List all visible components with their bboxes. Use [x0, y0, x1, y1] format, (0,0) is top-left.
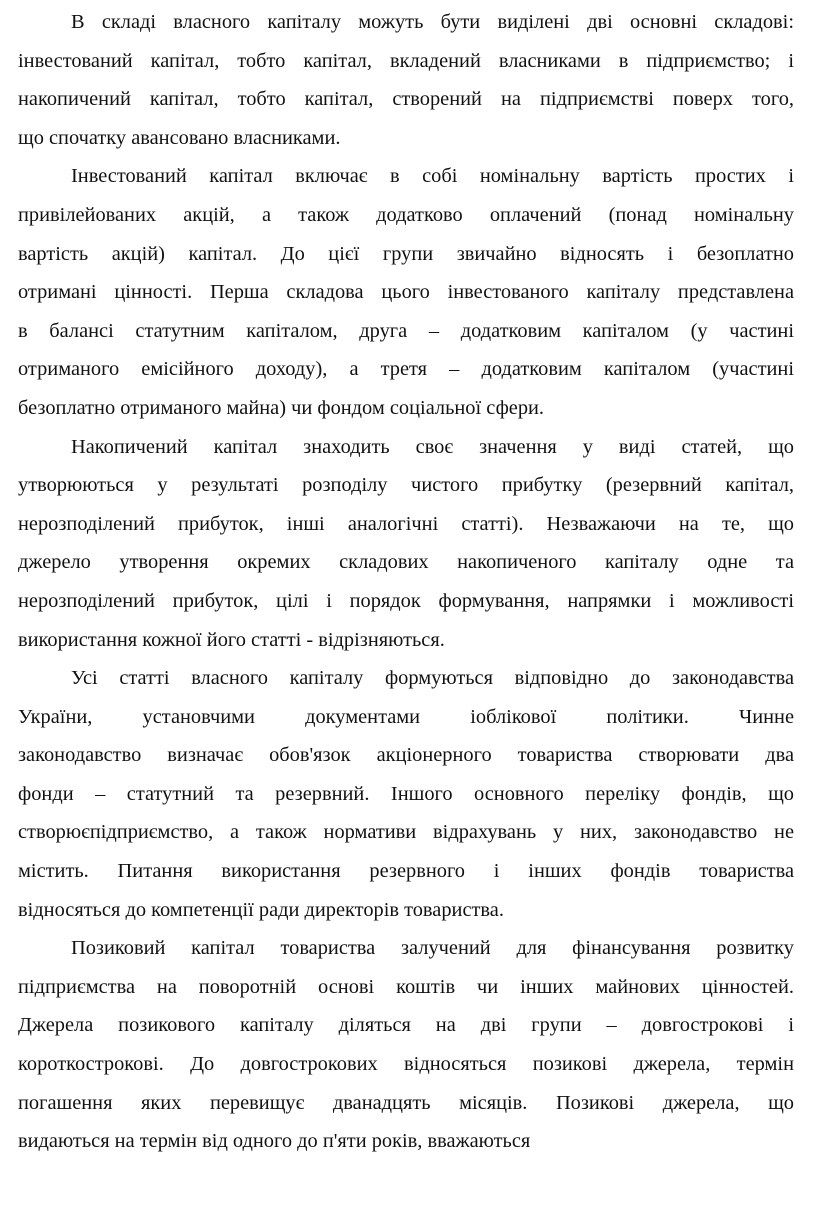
- text-line: використання кожної його статті - відрізняються.: [18, 628, 445, 651]
- text-line: що спочатку авансовано власниками.: [18, 126, 341, 149]
- text-line: вартість акцій) капітал. До цієї групи звичайно відносять і безоплатно: [18, 242, 794, 265]
- paragraph-accumulated-capital: [18, 428, 794, 660]
- text-line: видаються на термін від одного до п'яти років, вважаються: [18, 1130, 531, 1153]
- text-line: містить. Питання використання резервного і інших фондів товариства: [18, 860, 794, 883]
- text-line: створюєпідприємство, а також нормативи відрахувань у них, законодавство не: [18, 821, 794, 844]
- text-line: привілейованих акцій, а також додатково оплачений (понад номінальну: [18, 203, 794, 226]
- text-line: Джерела позикового капіталу діляться на дві групи – довгострокові і: [18, 1014, 794, 1037]
- text-line: Усі статті власного капіталу формуються відповідно до законодавства: [71, 667, 794, 690]
- text-line: В складі власного капіталу можуть бути виділені дві основні складові:: [71, 11, 794, 33]
- text-line: отримані цінності. Перша складова цього інвестованого капіталу представлена: [18, 281, 794, 304]
- document-page: [18, 3, 794, 1161]
- text-line: законодавство визначає обов'язок акціонерного товариства створювати два: [18, 744, 794, 767]
- text-line: інвестований капітал, тобто капітал, вкладений власниками в підприємство; і: [18, 49, 794, 72]
- paragraph-invested-capital: [18, 157, 794, 427]
- text-line: Накопичений капітал знаходить своє значення у виді статей, що: [71, 435, 794, 458]
- text-line: накопичений капітал, тобто капітал, створений на підприємстві поверх того,: [18, 88, 794, 111]
- text-line: короткострокові. До довгострокових відносяться позикові джерела, термін: [18, 1053, 794, 1076]
- text-line: утворюються у результаті розподілу чистого прибутку (резервний капітал,: [18, 474, 794, 497]
- text-line: підприємства на поворотній основі коштів чи інших майнових цінностей.: [18, 975, 794, 998]
- text-line: погашення яких перевищує дванадцять місяців. Позикові джерела, що: [18, 1091, 794, 1114]
- paragraph-equity-legislation: [18, 659, 794, 929]
- text-line: України, установчими документами іоблікової політики. Чинне: [18, 705, 794, 728]
- text-line: нерозподілений прибуток, цілі і порядок формування, напрямки і можливості: [18, 589, 794, 612]
- paragraph-equity-components: [18, 3, 794, 157]
- text-line: джерело утворення окремих складових накопиченого капіталу одне та: [18, 551, 794, 574]
- text-line: в балансі статутним капіталом, друга – додатковим капіталом (у частині: [18, 319, 794, 342]
- text-line: фонди – статутний та резервний. Іншого основного переліку фондів, що: [18, 782, 794, 805]
- text-line: отриманого емісійного доходу), а третя – додатковим капіталом (участині: [18, 358, 794, 381]
- text-line: нерозподілений прибуток, інші аналогічні статті). Незважаючи на те, що: [18, 512, 794, 535]
- text-line: безоплатно отриманого майна) чи фондом соціальної сфери.: [18, 396, 545, 419]
- text-line: Інвестований капітал включає в собі номінальну вартість простих і: [71, 165, 794, 188]
- paragraph-borrowed-capital: [18, 929, 794, 1161]
- text-line: відносяться до компетенції ради директорів товариства.: [18, 898, 504, 921]
- text-line: Позиковий капітал товариства залучений для фінансування розвитку: [71, 937, 794, 960]
